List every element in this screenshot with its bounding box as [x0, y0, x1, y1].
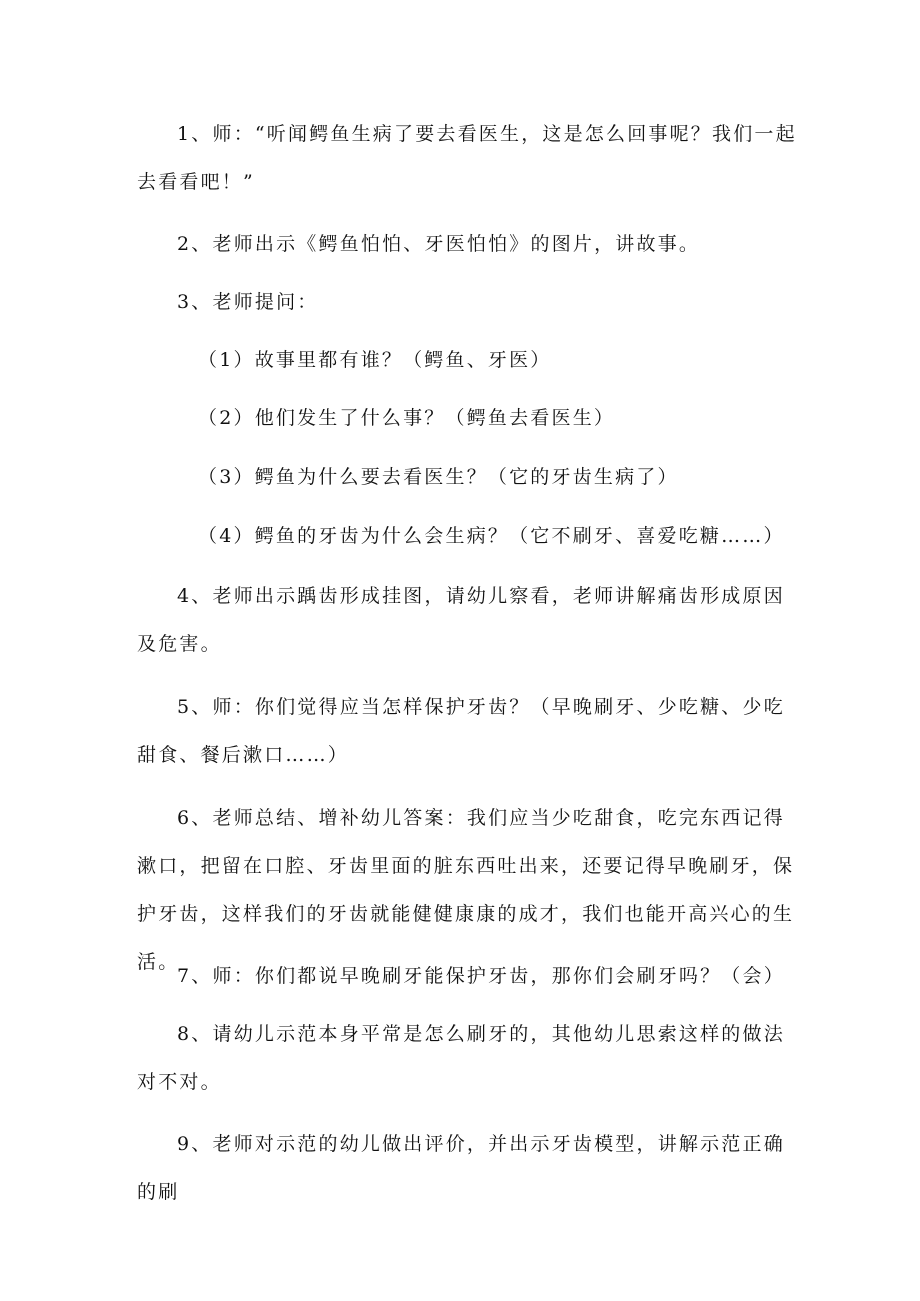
question-1: （1）故事里都有谁？（鳄鱼、牙医） [198, 349, 552, 371]
paragraph-3: 3、老师提问： [177, 291, 319, 313]
paragraph-8: 8、请幼儿示范本身平常是怎么刷牙的，其他幼儿思索这样的做法对不对。 [137, 1023, 785, 1093]
paragraph-5: 5、师：你们觉得应当怎样保护牙齿？（早晚刷牙、少吃糖、少吃甜食、餐后漱口……） [137, 696, 785, 766]
paragraph-4: 4、老师出示踽齿形成挂图，请幼儿察看，老师讲解痛齿形成原因及危害。 [137, 585, 785, 655]
paragraph-1: 1、师：“听闻鳄鱼生病了要去看医生，这是怎么回事呢？我们一起去看看吧！” [137, 123, 797, 193]
question-3: （3）鳄鱼为什么要去看医生？（它的牙齿生病了） [198, 466, 679, 488]
paragraph-2: 2、老师出示《鳄鱼怕怕、牙医怕怕》的图片，讲故事。 [177, 233, 701, 255]
paragraph-9: 9、老师对示范的幼儿做出评价，并出示牙齿模型，讲解示范正确的刷 [137, 1133, 785, 1203]
paragraph-6: 6、老师总结、增补幼儿答案：我们应当少吃甜食，吃完东西记得漱口，把留在口腔、牙齿里面的脏东西吐出来，还要记得早晚刷牙，保护牙齿，这样我们的牙齿就能健健康康的成才，我们也能开高兴心的生活。 [137, 807, 795, 973]
question-4: （4）鳄鱼的牙齿为什么会生病？（它不刷牙、喜爱吃糖……） [198, 525, 785, 547]
paragraph-7: 7、师：你们都说早晚刷牙能保护牙齿，那你们会刷牙吗？（会） [177, 965, 785, 987]
question-2: （2）他们发生了什么事？（鳄鱼去看医生） [198, 407, 616, 429]
